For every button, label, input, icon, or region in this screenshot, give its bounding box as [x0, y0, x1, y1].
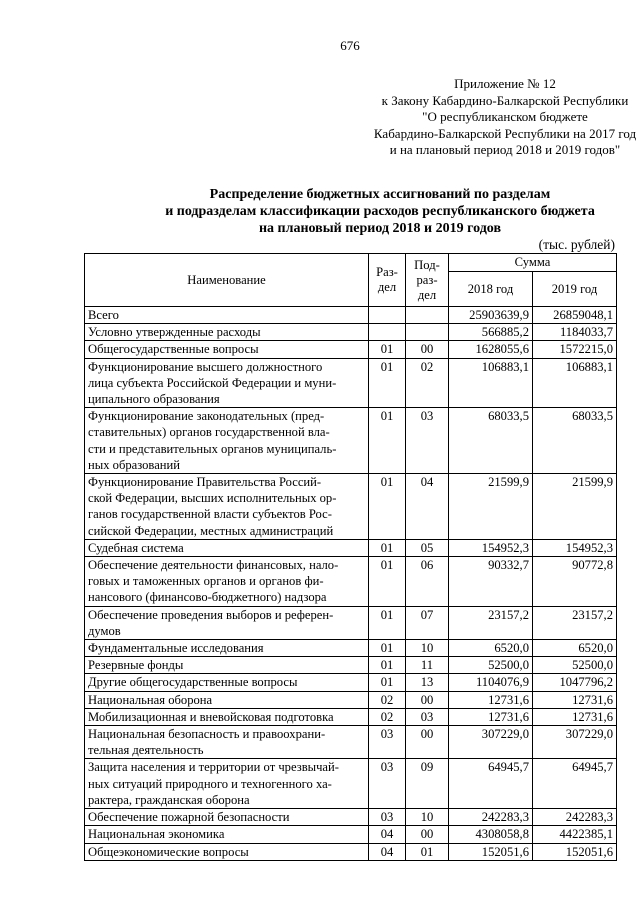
- row-name: Условно утвержденные расходы: [85, 324, 369, 341]
- row-name: Национальная безопасность и правоохрани- тельная деятельность: [85, 726, 369, 759]
- units-label: (тыс. рублей): [538, 237, 615, 252]
- row-name: Фундаментальные исследования: [85, 640, 369, 657]
- row-value-2018: 21599,9: [449, 474, 533, 540]
- row-razdel: 03: [369, 759, 406, 809]
- header-razdel: Раз- дел: [369, 254, 406, 307]
- row-value-2019: 21599,9: [533, 474, 617, 540]
- row-value-2018: 242283,3: [449, 809, 533, 826]
- row-razdel: 01: [369, 539, 406, 556]
- row-name: Общегосударственные вопросы: [85, 341, 369, 358]
- row-value-2019: 1184033,7: [533, 324, 617, 341]
- row-name: Функционирование законодательных (пред- ставительных) органов государственной вла- сти и представительных органов муниципаль- ных образований: [85, 408, 369, 474]
- row-name: Мобилизационная и вневойсковая подготовка: [85, 708, 369, 725]
- row-razdel: 01: [369, 674, 406, 691]
- row-name: Всего: [85, 307, 369, 324]
- table-row: [85, 826, 617, 843]
- row-razdel: [369, 307, 406, 324]
- row-value-2018: 1628055,6: [449, 341, 533, 358]
- row-razdel: 01: [369, 640, 406, 657]
- table-row: [85, 726, 617, 759]
- row-value-2019: 307229,0: [533, 726, 617, 759]
- row-name: Обеспечение деятельности финансовых, нало- говых и таможенных органов и органов фи- нансового (финансово-бюджетного) надзора: [85, 557, 369, 607]
- row-value-2018: 23157,2: [449, 606, 533, 639]
- row-value-2019: 106883,1: [533, 358, 617, 408]
- row-razdel: 04: [369, 826, 406, 843]
- row-value-2019: 152051,6: [533, 843, 617, 860]
- row-value-2019: 64945,7: [533, 759, 617, 809]
- row-razdel: 01: [369, 606, 406, 639]
- row-razdel: 01: [369, 557, 406, 607]
- row-name: Обеспечение пожарной безопасности: [85, 809, 369, 826]
- row-podrazdel: 10: [406, 640, 449, 657]
- row-podrazdel: 01: [406, 843, 449, 860]
- table-row: [85, 809, 617, 826]
- row-value-2019: 90772,8: [533, 557, 617, 607]
- row-value-2018: 25903639,9: [449, 307, 533, 324]
- header-sum: Сумма: [449, 254, 617, 272]
- row-podrazdel: 00: [406, 691, 449, 708]
- row-name: Общеэкономические вопросы: [85, 843, 369, 860]
- row-value-2019: 1572215,0: [533, 341, 617, 358]
- row-value-2018: 106883,1: [449, 358, 533, 408]
- table-row: [85, 408, 617, 474]
- row-podrazdel: 07: [406, 606, 449, 639]
- row-name: Национальная оборона: [85, 691, 369, 708]
- row-value-2019: 12731,6: [533, 708, 617, 725]
- row-podrazdel: 00: [406, 726, 449, 759]
- row-podrazdel: 00: [406, 341, 449, 358]
- row-value-2019: 6520,0: [533, 640, 617, 657]
- row-value-2018: 4308058,8: [449, 826, 533, 843]
- row-razdel: 03: [369, 726, 406, 759]
- row-podrazdel: 06: [406, 557, 449, 607]
- table-row: [85, 606, 617, 639]
- row-value-2018: 12731,6: [449, 691, 533, 708]
- row-value-2018: 6520,0: [449, 640, 533, 657]
- row-name: Функционирование высшего должностного лица субъекта Российской Федерации и муни- ципального образования: [85, 358, 369, 408]
- row-razdel: 04: [369, 843, 406, 860]
- row-razdel: 03: [369, 809, 406, 826]
- row-name: Резервные фонды: [85, 657, 369, 674]
- row-podrazdel: 11: [406, 657, 449, 674]
- row-podrazdel: 00: [406, 826, 449, 843]
- row-razdel: 01: [369, 358, 406, 408]
- row-value-2018: 154952,3: [449, 539, 533, 556]
- table-row: [85, 691, 617, 708]
- table-row: [85, 341, 617, 358]
- row-razdel: [369, 324, 406, 341]
- row-value-2019: 242283,3: [533, 809, 617, 826]
- table-row: [85, 307, 617, 324]
- row-value-2018: 1104076,9: [449, 674, 533, 691]
- table-row: [85, 708, 617, 725]
- row-podrazdel: 03: [406, 408, 449, 474]
- table-row: [85, 640, 617, 657]
- row-name: Обеспечение проведения выборов и референ- думов: [85, 606, 369, 639]
- table-row: [85, 657, 617, 674]
- header-podrazdel: Под- раз- дел: [406, 254, 449, 307]
- row-value-2018: 307229,0: [449, 726, 533, 759]
- document-title: Распределение бюджетных ассигнований по разделам и подразделам классификации расходов республиканского бюджета на плановый период 2018 и 2019 годов: [165, 187, 595, 236]
- header-name: Наименование: [85, 254, 369, 307]
- row-razdel: 01: [369, 474, 406, 540]
- row-value-2018: 90332,7: [449, 557, 533, 607]
- row-value-2018: 64945,7: [449, 759, 533, 809]
- page-number: 676: [340, 38, 360, 53]
- row-podrazdel: 02: [406, 358, 449, 408]
- row-value-2019: 52500,0: [533, 657, 617, 674]
- table-row: [85, 674, 617, 691]
- header-2018: 2018 год: [449, 272, 533, 307]
- row-value-2019: 12731,6: [533, 691, 617, 708]
- row-razdel: 02: [369, 708, 406, 725]
- row-podrazdel: 10: [406, 809, 449, 826]
- row-razdel: 01: [369, 657, 406, 674]
- row-razdel: 02: [369, 691, 406, 708]
- row-razdel: 01: [369, 341, 406, 358]
- row-value-2018: 68033,5: [449, 408, 533, 474]
- row-value-2018: 52500,0: [449, 657, 533, 674]
- row-podrazdel: 13: [406, 674, 449, 691]
- row-name: Функционирование Правительства Россий- ской Федерации, высших исполнительных ор- ганов государственной власти субъектов Рос- сийской Федерации, местных администраций: [85, 474, 369, 540]
- row-value-2019: 4422385,1: [533, 826, 617, 843]
- budget-table: [84, 253, 617, 861]
- row-value-2019: 154952,3: [533, 539, 617, 556]
- table-row: [85, 474, 617, 540]
- row-podrazdel: [406, 324, 449, 341]
- row-name: Судебная система: [85, 539, 369, 556]
- row-value-2018: 152051,6: [449, 843, 533, 860]
- row-podrazdel: 04: [406, 474, 449, 540]
- table-row: [85, 759, 617, 809]
- row-value-2019: 26859048,1: [533, 307, 617, 324]
- table-row: [85, 324, 617, 341]
- table-row: [85, 557, 617, 607]
- row-podrazdel: [406, 307, 449, 324]
- row-podrazdel: 09: [406, 759, 449, 809]
- row-name: Другие общегосударственные вопросы: [85, 674, 369, 691]
- row-value-2019: 1047796,2: [533, 674, 617, 691]
- row-value-2019: 68033,5: [533, 408, 617, 474]
- table-row: [85, 358, 617, 408]
- table-row: [85, 539, 617, 556]
- row-podrazdel: 03: [406, 708, 449, 725]
- header-2019: 2019 год: [533, 272, 617, 307]
- row-name: Национальная экономика: [85, 826, 369, 843]
- row-name: Защита населения и территории от чрезвычай- ных ситуаций природного и техногенного ха- рактера, гражданская оборона: [85, 759, 369, 809]
- row-value-2019: 23157,2: [533, 606, 617, 639]
- table-row: [85, 843, 617, 860]
- row-podrazdel: 05: [406, 539, 449, 556]
- appendix-reference: Приложение № 12 к Закону Кабардино-Балкарской Республики "О республиканском бюджете Кабардино-Балкарской Республики на 2017 год и на плановый период 2018 и 2019 годов": [373, 76, 637, 157]
- row-value-2018: 12731,6: [449, 708, 533, 725]
- row-value-2018: 566885,2: [449, 324, 533, 341]
- row-razdel: 01: [369, 408, 406, 474]
